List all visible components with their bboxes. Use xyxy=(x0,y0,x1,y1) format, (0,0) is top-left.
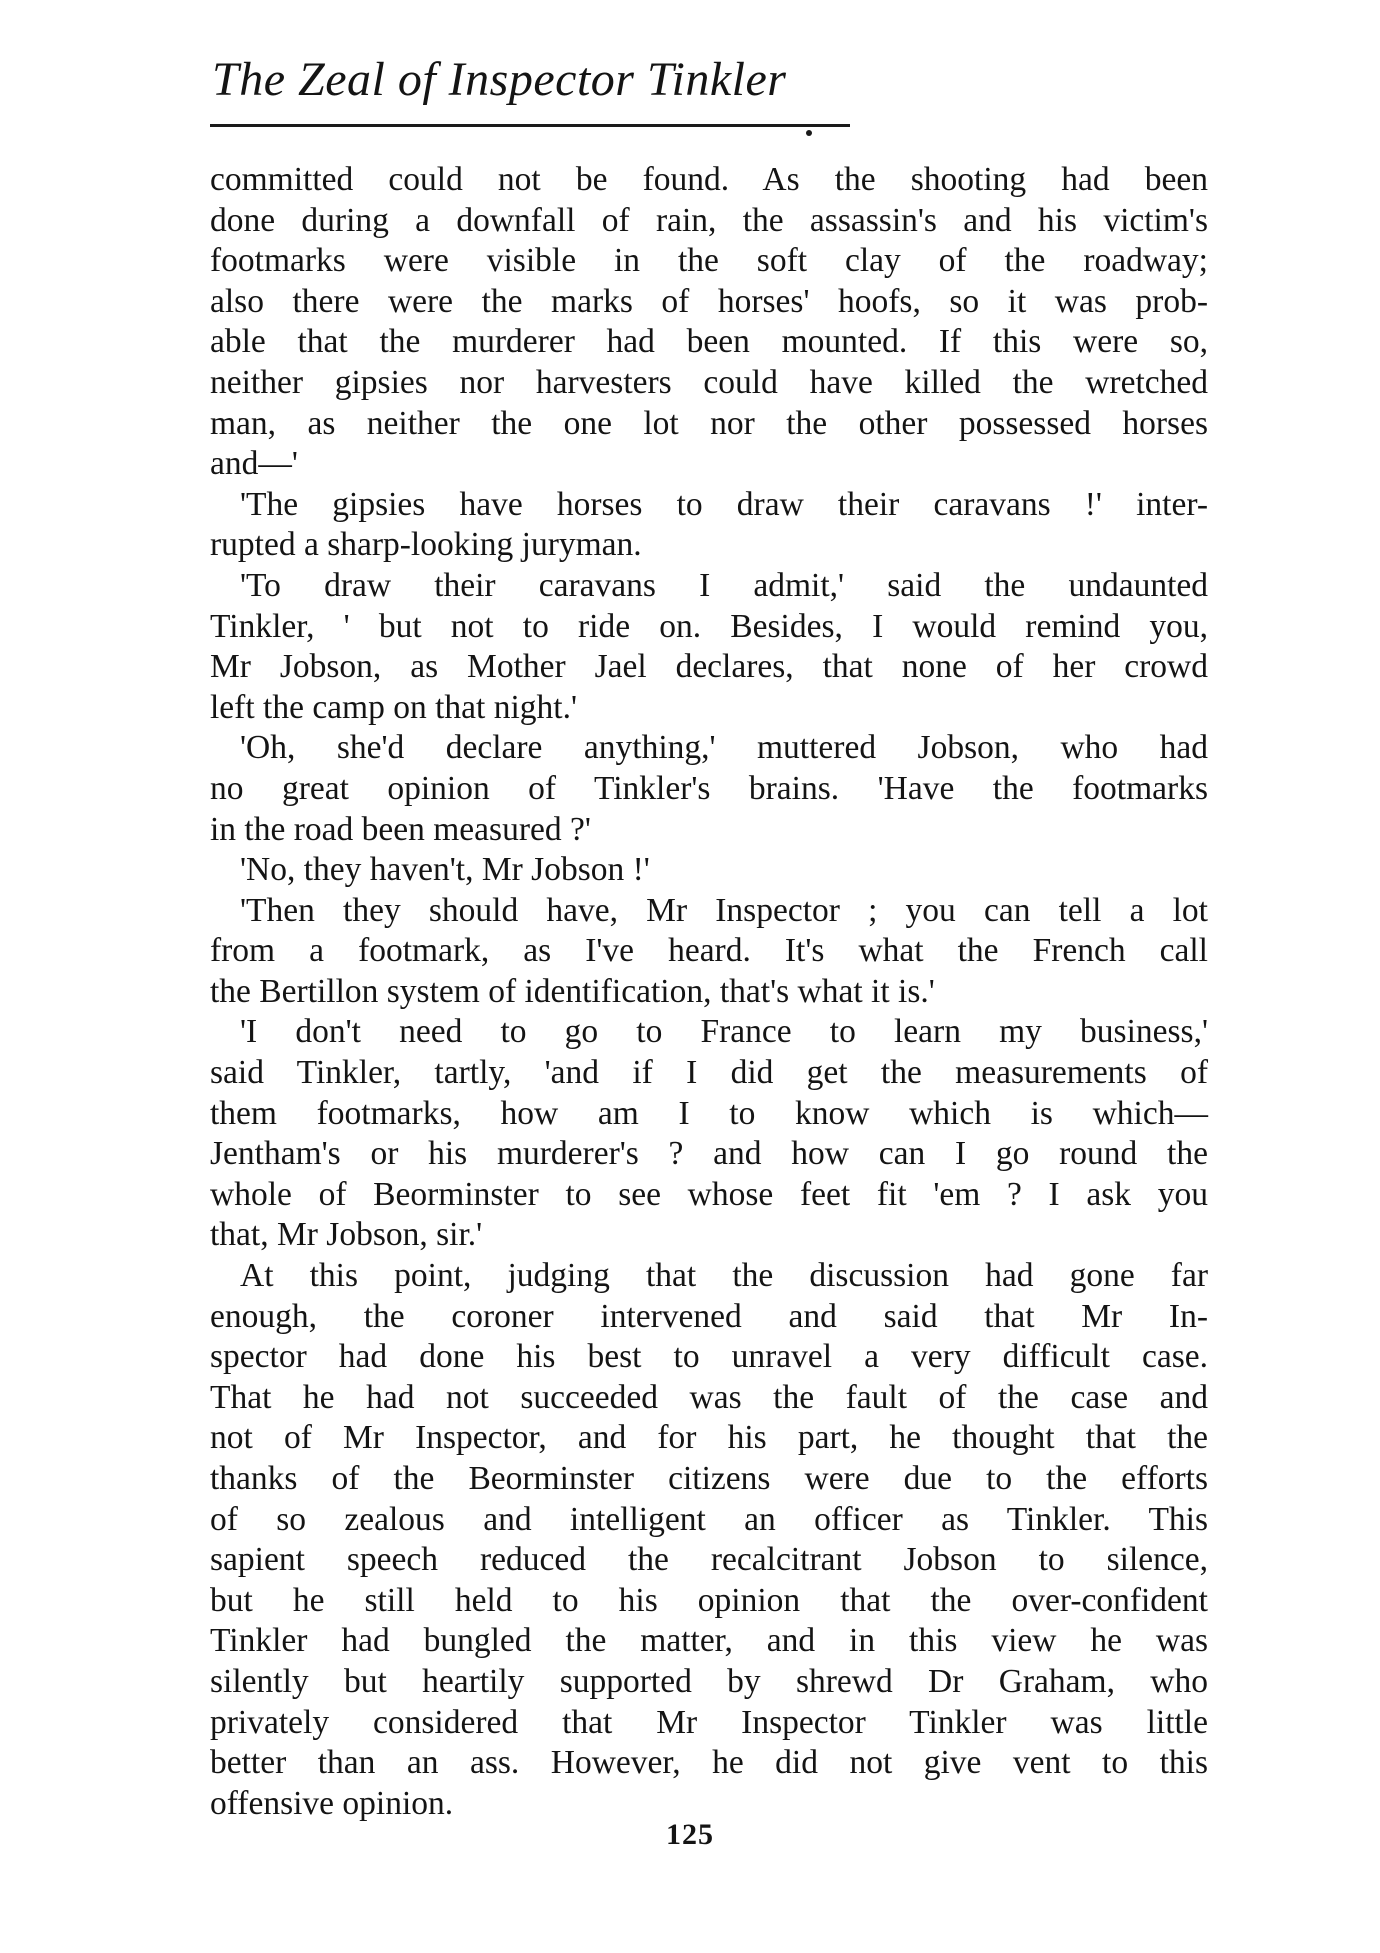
text-line: spector had done his best to unravel a very difficult case. xyxy=(210,1338,1208,1376)
text-line: Tinkler had bungled the matter, and in this view he was xyxy=(210,1622,1208,1660)
text-line: offensive opinion. xyxy=(210,1784,454,1822)
text-line: That he had not succeeded was the fault of the case and xyxy=(210,1378,1208,1416)
text-line: man, as neither the one lot nor the other possessed horses xyxy=(210,404,1208,442)
text-line: Jentham's or his murderer's ? and how can I go round the xyxy=(210,1135,1208,1173)
text-line: in the road been measured ?' xyxy=(210,810,591,848)
text-line: sapient speech reduced the recalcitrant Jobson to silence, xyxy=(210,1541,1208,1579)
text-line: 'The gipsies have horses to draw their caravans !' inter- xyxy=(240,485,1208,523)
text-line: not of Mr Inspector, and for his part, he thought that the xyxy=(210,1419,1208,1457)
text-line: footmarks were visible in the soft clay of the roadway; xyxy=(210,242,1208,280)
text-line: done during a downfall of rain, the assassin's and his victim's xyxy=(210,201,1208,239)
text-line: 'Oh, she'd declare anything,' muttered Jobson, who had xyxy=(240,729,1208,767)
text-line: committed could not be found. As the shooting had been xyxy=(210,161,1208,198)
text-line: Mr Jobson, as Mother Jael declares, that none of her crowd xyxy=(210,648,1208,686)
text-line: able that the murderer had been mounted. If this were so, xyxy=(210,323,1208,361)
text-line: whole of Beorminster to see whose feet fit 'em ? I ask you xyxy=(210,1175,1208,1213)
text-line: left the camp on that night.' xyxy=(210,688,577,726)
text-line: 'I don't need to go to France to learn my business,' xyxy=(240,1013,1208,1051)
text-line: privately considered that Mr Inspector Tinkler was little xyxy=(210,1703,1208,1741)
text-line: of so zealous and intelligent an officer as Tinkler. This xyxy=(210,1500,1208,1538)
text-line: the Bertillon system of identification, that's what it is.' xyxy=(210,972,935,1010)
text-line: that, Mr Jobson, sir.' xyxy=(210,1216,483,1254)
header-rule xyxy=(210,124,850,127)
text-line: from a footmark, as I've heard. It's what the French call xyxy=(210,932,1208,970)
text-line: said Tinkler, tartly, 'and if I did get the measurements of xyxy=(210,1054,1208,1092)
text-line: also there were the marks of horses' hoofs, so it was prob- xyxy=(210,282,1208,320)
text-line: and—' xyxy=(210,445,298,483)
text-line: silently but heartily supported by shrewd Dr Graham, who xyxy=(210,1662,1208,1700)
text-line: 'To draw their caravans I admit,' said the undaunted xyxy=(240,566,1208,604)
text-line: but he still held to his opinion that the over-confident xyxy=(210,1581,1208,1619)
text-line: them footmarks, how am I to know which is which— xyxy=(210,1094,1208,1132)
text-line: thanks of the Beorminster citizens were due to the efforts xyxy=(210,1460,1208,1497)
body-text xyxy=(210,160,1208,1824)
text-line: no great opinion of Tinkler's brains. 'Have the footmarks xyxy=(210,769,1208,807)
text-line: enough, the coroner intervened and said that Mr In- xyxy=(210,1297,1208,1335)
text-line: Tinkler, ' but not to ride on. Besides, I would remind you, xyxy=(210,607,1208,645)
text-line: 'Then they should have, Mr Inspector ; you can tell a lot xyxy=(240,891,1208,929)
text-line: neither gipsies nor harvesters could have killed the wretched xyxy=(210,363,1208,401)
text-line: 'No, they haven't, Mr Jobson !' xyxy=(240,851,650,889)
header-ornament-dot xyxy=(806,130,812,136)
text-line: better than an ass. However, he did not give vent to this xyxy=(210,1744,1208,1782)
page-number: 125 xyxy=(666,1818,714,1851)
text-line: rupted a sharp-looking juryman. xyxy=(210,526,642,564)
running-head: The Zeal of Inspector Tinkler xyxy=(212,53,787,106)
text-line: At this point, judging that the discussion had gone far xyxy=(240,1257,1208,1295)
